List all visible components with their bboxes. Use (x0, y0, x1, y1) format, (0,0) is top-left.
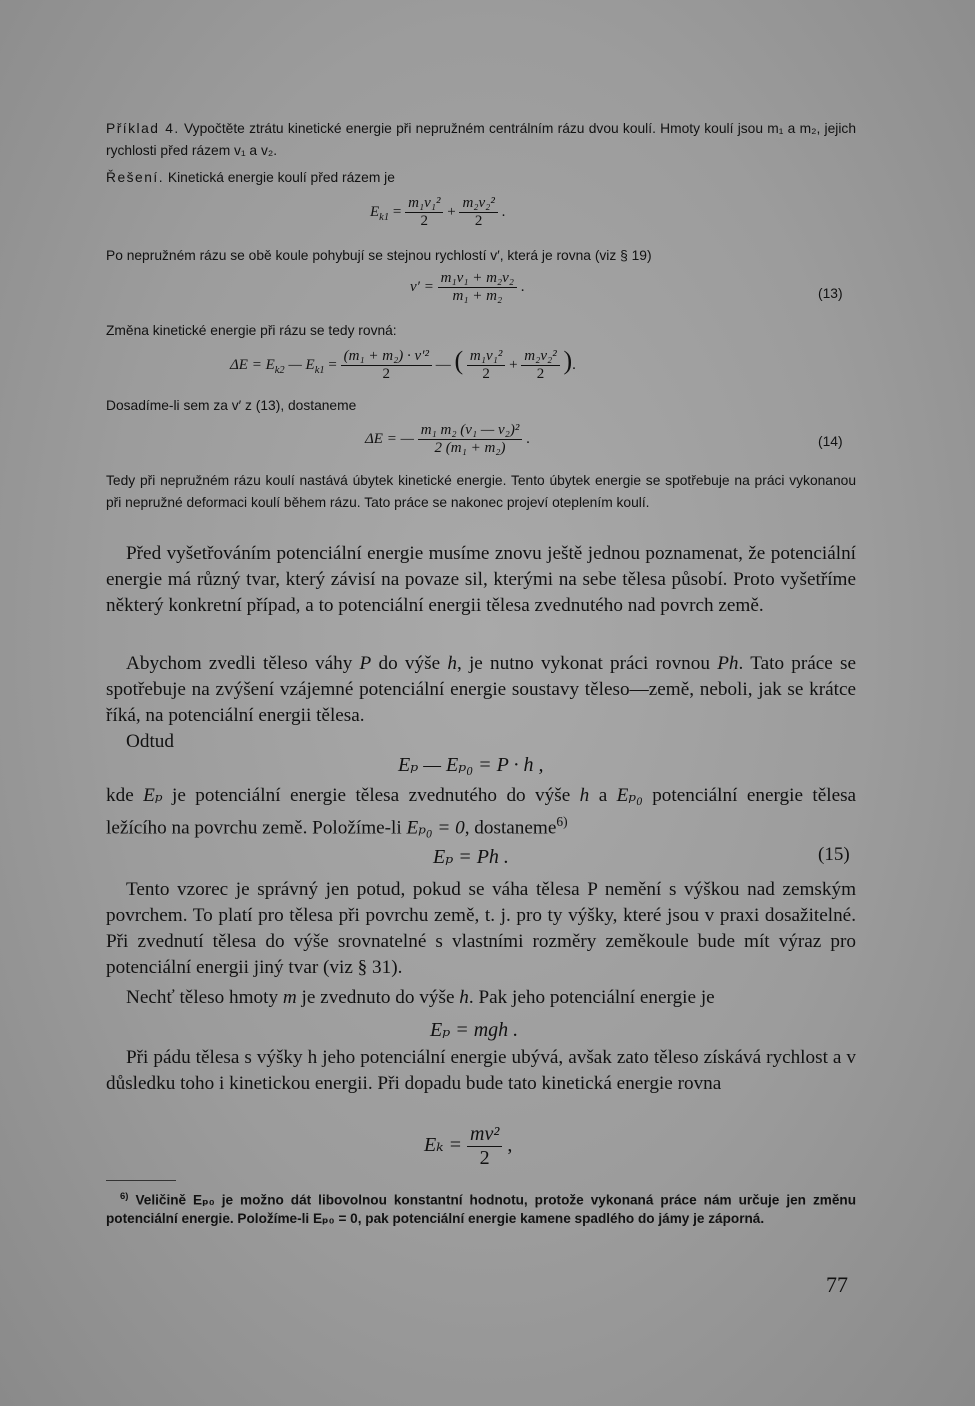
equation-number-13: (13) (818, 286, 843, 301)
footnote-ref: 6) (556, 814, 568, 829)
paragraph-4: Tento vzorec je správný jen potud, pokud se váha tělesa P nemění s výškou nad zemským povrchem. To platí pro tělesa při povrchu země, t. j. pro ty výšky, které jsou v praxi dosažitelné. Při zvednutí tělesa do výše srovnatelné s vlastními rozměry zeměkoule bude mít výraz pro potenciální energii jiný tvar (viz § 31). (106, 879, 856, 978)
equation-delta-e: $\Delta E = E_{k2}$ — $E_{k1}$ = $\frac{\text{(m₁ + m₂) · v′²}}{2}$ — ( $\frac{\text{m₁v₁²}}{2}$ + $\frac{\text{m₂v₂²}}{2}$ ). (230, 346, 576, 383)
example-label: Příklad 4. (106, 121, 180, 136)
change-text: Změna kinetické energie při rázu se tedy rovná: (106, 323, 397, 338)
equation-ep-ep0: Eₚ — Eₚ₀ = P · h , (398, 754, 544, 776)
fraction: $\frac{\text{m₁ m₂ (v₁ — v₂)²}}{\text{2 (m₁ + m₂)}}$ (418, 422, 523, 457)
footnote (106, 1188, 856, 1228)
paragraph-6: Při pádu tělesa s výšky h jeho potenciální energie ubývá, avšak zato těleso získává rychlost a v důsledku toho i kinetickou energii. Při dopadu bude tato kinetická energie rovna (106, 1047, 856, 1094)
fraction: $\frac{\text{m₁v₁ + m₂v₂}}{\text{m₁ + m₂}}$ (438, 270, 517, 305)
paragraph-2: Abychom zvedli těleso váhy P do výše h, je nutno vykonat práci rovnou Ph. Tato práce se spotřebuje na zvýšení vzájemné potenciální energie soustavy těleso—země, neboli, jak se krátce říká, na potenciální energii tělesa. (106, 653, 857, 726)
footnote-mark: 6) (120, 1191, 129, 1202)
fraction: $\frac{\text{(m₁ + m₂) · v′²}}{2}$ (341, 348, 432, 383)
footnote-text: Veličině Eₚ₀ je možno dát libovolnou konstantní hodnotu, protože vykonaná práce nám určuje jen změnu potenciální energie. Položíme-li Eₚ₀ = 0, pak potenciální energie kamene spadlého do jámy je záporná. (106, 1192, 856, 1226)
example-conclusion: Tedy při nepružném rázu koulí nastává úbytek kinetické energie. Tento úbytek energie se spotřebuje na práci vykonanou při nepružné deformaci koulí během rázu. Tato práce se nakonec projeví oteplením koulí. (106, 473, 856, 510)
paragraph-3: kde Eₚ je potenciální energie tělesa zvednutého do výše h a Eₚ₀ potenciální energie tělesa ležícího na povrchu země. Položíme-li Eₚ₀ = 0, dostaneme$^{6)}$ (106, 785, 857, 839)
paragraph-1: Před vyšetřováním potenciální energie musíme znovu ještě jednou poznamenat, že potenciální energie má různý tvar, který závisí na povaze sil, kterými na sebe tělesa působí. Proto vyšetříme některý konkretní případ, a to potenciální energii tělesa zvednutého nad povrch země. (106, 543, 856, 616)
footnote-rule (106, 1180, 176, 1181)
example-task-text: Vypočtěte ztrátu kinetické energie při nepružném centrálním rázu dvou koulí. Hmoty koulí jsou m₁ a m₂, jejich rychlosti před rázem v₁ a v₂. (106, 121, 856, 158)
example-task (106, 118, 856, 161)
substitute-text: Dosadíme-li sem za v′ z (13), dostaneme (106, 398, 357, 413)
paragraph-5: Nechť těleso hmoty m je zvednuto do výše h. Pak jeho potenciální energie je (126, 987, 715, 1008)
equation-ek1: $E_{k1}$ = $\frac{\text{m₁v₁²}}{2}$ + $\frac{\text{m₂v₂²}}{2}$ . (370, 195, 506, 229)
solution-intro: Kinetická energie koulí před rázem je (167, 170, 395, 185)
fraction: $\frac{\text{m₂v₂²}}{2}$ (521, 348, 559, 383)
fraction: $\frac{\text{m₁v₁²}}{2}$ (405, 195, 443, 230)
solution-label: Řešení. (106, 170, 165, 185)
fraction: $\frac{\text{mv²}}{2}$ (467, 1123, 502, 1170)
equation-mgh: Eₚ = mgh . (430, 1019, 519, 1041)
after-collision-text: Po nepružném rázu se obě koule pohybují se stejnou rychlostí v′, která je rovna (viz § 19) (106, 248, 652, 263)
fraction: $\frac{\text{m₂v₂²}}{2}$ (459, 195, 497, 230)
equation-15: Eₚ = Ph . (433, 846, 509, 868)
equation-ek: Eₖ = $\frac{\text{mv²}}{2}$ , (424, 1123, 513, 1169)
example-solution (106, 167, 856, 189)
equation-number-15: (15) (818, 844, 850, 865)
equation-14: ΔE = — $\frac{\text{m₁ m₂ (v₁ — v₂)²}}{\text{2 (m₁ + m₂)}}$ . (365, 422, 530, 456)
fraction: $\frac{\text{m₁v₁²}}{2}$ (467, 348, 505, 383)
page-number: 77 (826, 1272, 848, 1297)
odtud: Odtud (126, 731, 174, 752)
equation-13: v′ = $\frac{\text{m₁v₁ + m₂v₂}}{\text{m₁ + m₂}}$ . (410, 270, 525, 304)
equation-number-14: (14) (818, 434, 843, 449)
